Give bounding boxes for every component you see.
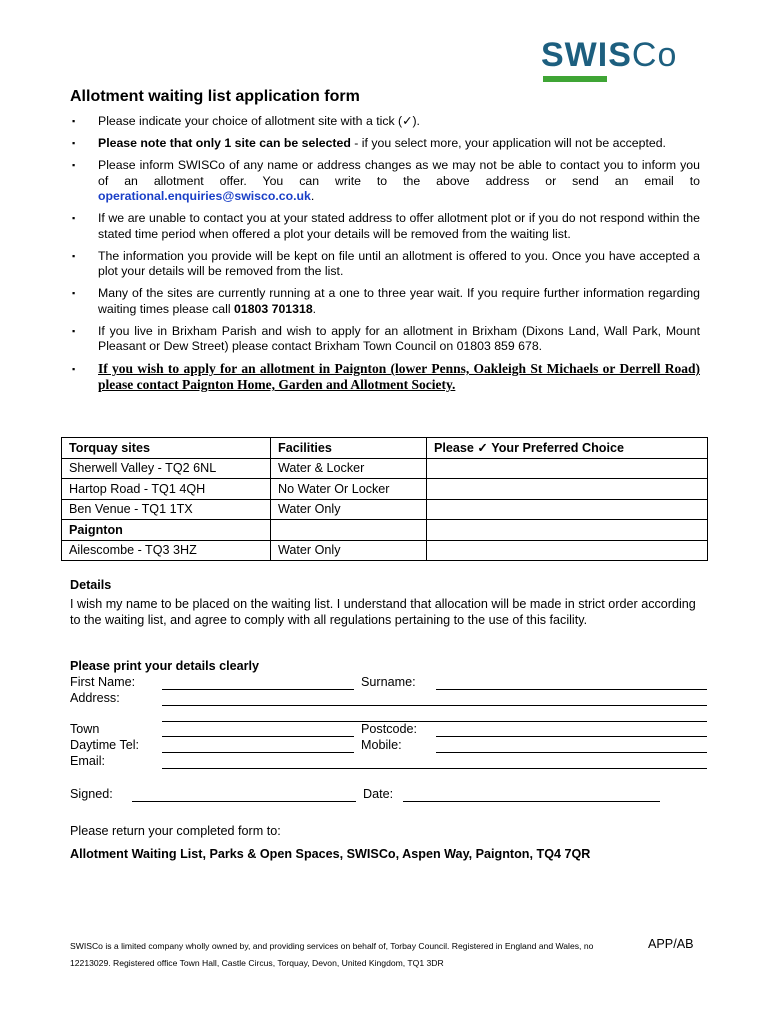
table-row (62, 499, 708, 520)
town-field[interactable] (162, 736, 354, 737)
email-field[interactable] (162, 768, 707, 769)
bullet-text: Please indicate your choice of allotment site with a tick (✓). (98, 114, 420, 128)
table-row (62, 540, 708, 561)
bullet-text: . (310, 189, 315, 203)
column-header-sites: Torquay sites (62, 438, 271, 459)
swisco-logo (541, 38, 701, 88)
choice-cell[interactable] (427, 499, 708, 520)
table-row (62, 458, 708, 479)
bullet-text: Many of the sites are currently running at a one to three year wait. If you require further information regarding waiting times please call (98, 286, 700, 316)
date-field[interactable] (403, 801, 660, 802)
sites-table (61, 437, 708, 561)
choice-cell[interactable] (427, 458, 708, 479)
form-heading: Please print your details clearly (70, 659, 259, 673)
bullet-text: If we are unable to contact you at your stated address to offer allotment plot or if you do not respond within the stated time period when offered a plot your details will be removed from the waiting list. (98, 211, 700, 241)
footer-legal-text: SWISCo is a limited company wholly owned by, and providing services on behalf of, Torbay Council. Registered in England and Wales, no 12213029. Registered office Town Hall, Castle Circus, Torquay, Devon, United Kingdom, TQ1 3DR (70, 941, 594, 968)
phone-number: 01803 701318 (234, 301, 313, 316)
section-header-paignton: Paignton (62, 520, 271, 541)
bullet-text: . (312, 301, 317, 316)
list-item (70, 286, 700, 317)
bullet-text: - if you select more, your application will not be accepted. (350, 136, 666, 150)
first-name-field[interactable] (162, 689, 354, 690)
return-label: Please return your completed form to: (70, 824, 281, 838)
signature-field[interactable] (132, 801, 356, 802)
logo-text-co: Co (631, 36, 678, 74)
postcode-label: Postcode: (361, 722, 418, 736)
site-facilities: Water & Locker (271, 458, 427, 479)
table-section-row (62, 520, 708, 541)
bullet-text: Please inform SWISCo of any name or address changes as we may not be able to contact you to inform you of an allotment offer. You can write to the above address or send an email to (98, 158, 700, 188)
address-field-line-2[interactable] (162, 721, 707, 722)
signed-label: Signed: (70, 787, 113, 801)
list-item (70, 361, 700, 393)
site-facilities: Water Only (271, 499, 427, 520)
list-item (70, 249, 700, 280)
list-item (70, 324, 700, 355)
email-label: Email: (70, 754, 105, 768)
empty-cell (427, 520, 708, 541)
daytime-tel-field[interactable] (162, 752, 354, 753)
bullet-text: If you wish to apply for an allotment in Paignton (lower Penns, Oakleigh St Michaels or Derrell Road) please contact Paignton Home, Garden and Allotment Society. (98, 361, 700, 392)
logo-underline (543, 76, 607, 82)
logo-text-swis: SWIS (541, 36, 632, 74)
empty-cell (271, 520, 427, 541)
list-item (70, 158, 700, 205)
site-name: Ben Venue - TQ1 1TX (62, 499, 271, 520)
first-name-label: First Name: (70, 675, 136, 689)
bullet-bold-text: Please note that only 1 site can be selected (98, 136, 351, 150)
bullet-text: The information you provide will be kept on file until an allotment is offered to you. Once you have accepted a plot your details will be removed from the list. (98, 248, 700, 278)
postcode-field[interactable] (436, 736, 707, 737)
date-label: Date: (363, 787, 394, 801)
form-reference: APP/AB (648, 937, 694, 951)
instructions-list (70, 114, 700, 400)
site-facilities: Water Only (271, 540, 427, 561)
mobile-label: Mobile: (361, 738, 402, 752)
table-header-row (62, 438, 708, 459)
site-name: Hartop Road - TQ1 4QH (62, 479, 271, 500)
page-title: Allotment waiting list application form (70, 88, 360, 105)
details-heading: Details (70, 578, 112, 592)
choice-cell[interactable] (427, 479, 708, 500)
address-field-line-1[interactable] (162, 705, 707, 706)
site-name: Sherwell Valley - TQ2 6NL (62, 458, 271, 479)
surname-field[interactable] (436, 689, 707, 690)
column-header-choice: Please ✓ Your Preferred Choice (427, 438, 708, 459)
site-name: Ailescombe - TQ3 3HZ (62, 540, 271, 561)
address-label: Address: (70, 691, 120, 705)
email-link[interactable]: operational.enquiries@swisco.co.uk (98, 189, 311, 203)
list-item (70, 136, 700, 152)
list-item (70, 114, 700, 130)
details-text: I wish my name to be placed on the waiting list. I understand that allocation will be made in strict order according to the waiting list, and agree to comply with all regulations pertaining to the use of this facility. (70, 597, 696, 627)
table-row (62, 479, 708, 500)
choice-cell[interactable] (427, 540, 708, 561)
site-facilities: No Water Or Locker (271, 479, 427, 500)
surname-label: Surname: (361, 675, 416, 689)
daytime-tel-label: Daytime Tel: (70, 738, 140, 752)
column-header-facilities: Facilities (271, 438, 427, 459)
town-label: Town (70, 722, 100, 736)
return-address: Allotment Waiting List, Parks & Open Spaces, SWISCo, Aspen Way, Paignton, TQ4 7QR (70, 847, 591, 861)
mobile-field[interactable] (436, 752, 707, 753)
list-item (70, 211, 700, 242)
bullet-text: If you live in Brixham Parish and wish to apply for an allotment in Brixham (Dixons Land, Wall Park, Mount Pleasant or Dew Street) please contact Brixham Town Council on 01803 859 678. (98, 323, 700, 353)
